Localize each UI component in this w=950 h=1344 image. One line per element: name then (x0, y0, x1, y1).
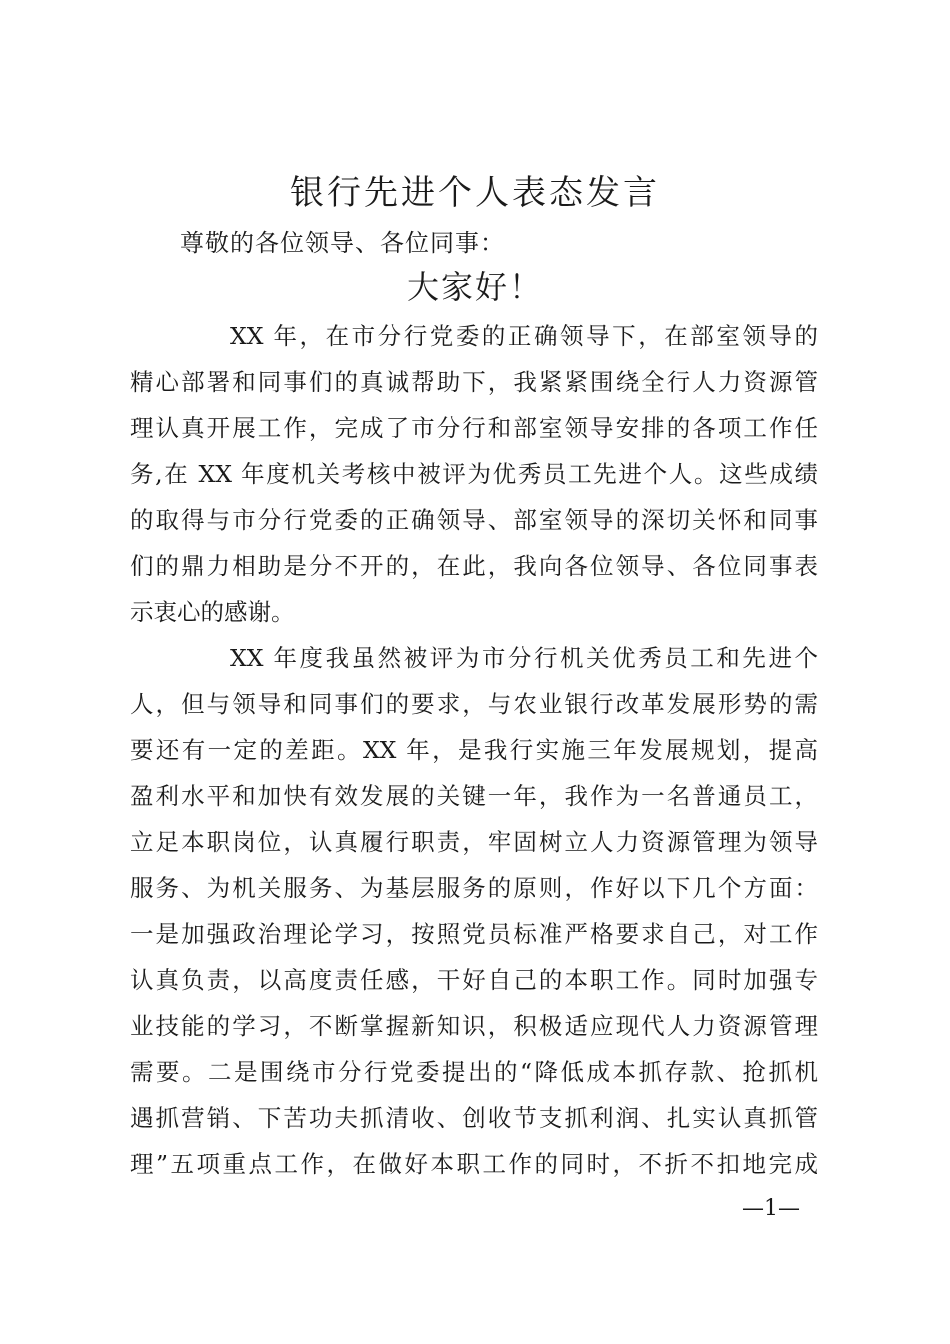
document-title: 银行先进个人表态发言 (290, 173, 660, 213)
paragraph-line: 认真负责，以高度责任感，干好自己的本职工作。同时加强专 (130, 966, 818, 994)
paragraph-line: 务,在 XX 年度机关考核中被评为优秀员工先进个人。这些成绩 (130, 460, 818, 488)
paragraph-line: 一是加强政治理论学习，按照党员标准严格要求自己，对工作 (130, 920, 818, 948)
paragraph-line: 立足本职岗位，认真履行职责，牢固树立人力资源管理为领导 (130, 828, 818, 856)
document-body (130, 313, 818, 1187)
paragraph-1 (130, 313, 818, 635)
paragraph-line: 要还有一定的差距。XX 年，是我行实施三年发展规划，提高 (130, 736, 818, 764)
paragraph-line: 需要。二是围绕市分行党委提出的“降低成本抓存款、抢抓机 (130, 1058, 818, 1086)
page-number: —1— (742, 1196, 800, 1221)
greeting: 大家好！ (406, 268, 543, 306)
paragraph-line: XX 年度我虽然被评为市分行机关优秀员工和先进个 (230, 644, 818, 672)
paragraph-line: 服务、为机关服务、为基层服务的原则，作好以下几个方面： (130, 874, 818, 902)
paragraph-line: 遇抓营销、下苦功夫抓清收、创收节支抓利润、扎实认真抓管 (130, 1104, 818, 1132)
paragraph-line: 理”五项重点工作，在做好本职工作的同时，不折不扣地完成 (130, 1150, 818, 1178)
paragraph-line: 示衷心的感谢。 (130, 598, 295, 626)
paragraph-line: 精心部署和同事们的真诚帮助下，我紧紧围绕全行人力资源管 (130, 368, 818, 396)
paragraph-line: 理认真开展工作，完成了市分行和部室领导安排的各项工作任 (130, 414, 818, 442)
salutation: 尊敬的各位领导、各位同事： (180, 229, 505, 257)
paragraph-line: 人，但与领导和同事们的要求，与农业银行改革发展形势的需 (130, 690, 818, 718)
paragraph-2 (130, 635, 818, 1187)
paragraph-line: 的取得与市分行党委的正确领导、部室领导的深切关怀和同事 (130, 506, 818, 534)
paragraph-line: 业技能的学习，不断掌握新知识，积极适应现代人力资源管理 (130, 1012, 818, 1040)
paragraph-line: XX 年，在市分行党委的正确领导下，在部室领导的 (230, 322, 818, 350)
paragraph-line: 们的鼎力相助是分不开的，在此，我向各位领导、各位同事表 (130, 552, 818, 580)
paragraph-line: 盈利水平和加快有效发展的关键一年，我作为一名普通员工， (130, 782, 818, 810)
